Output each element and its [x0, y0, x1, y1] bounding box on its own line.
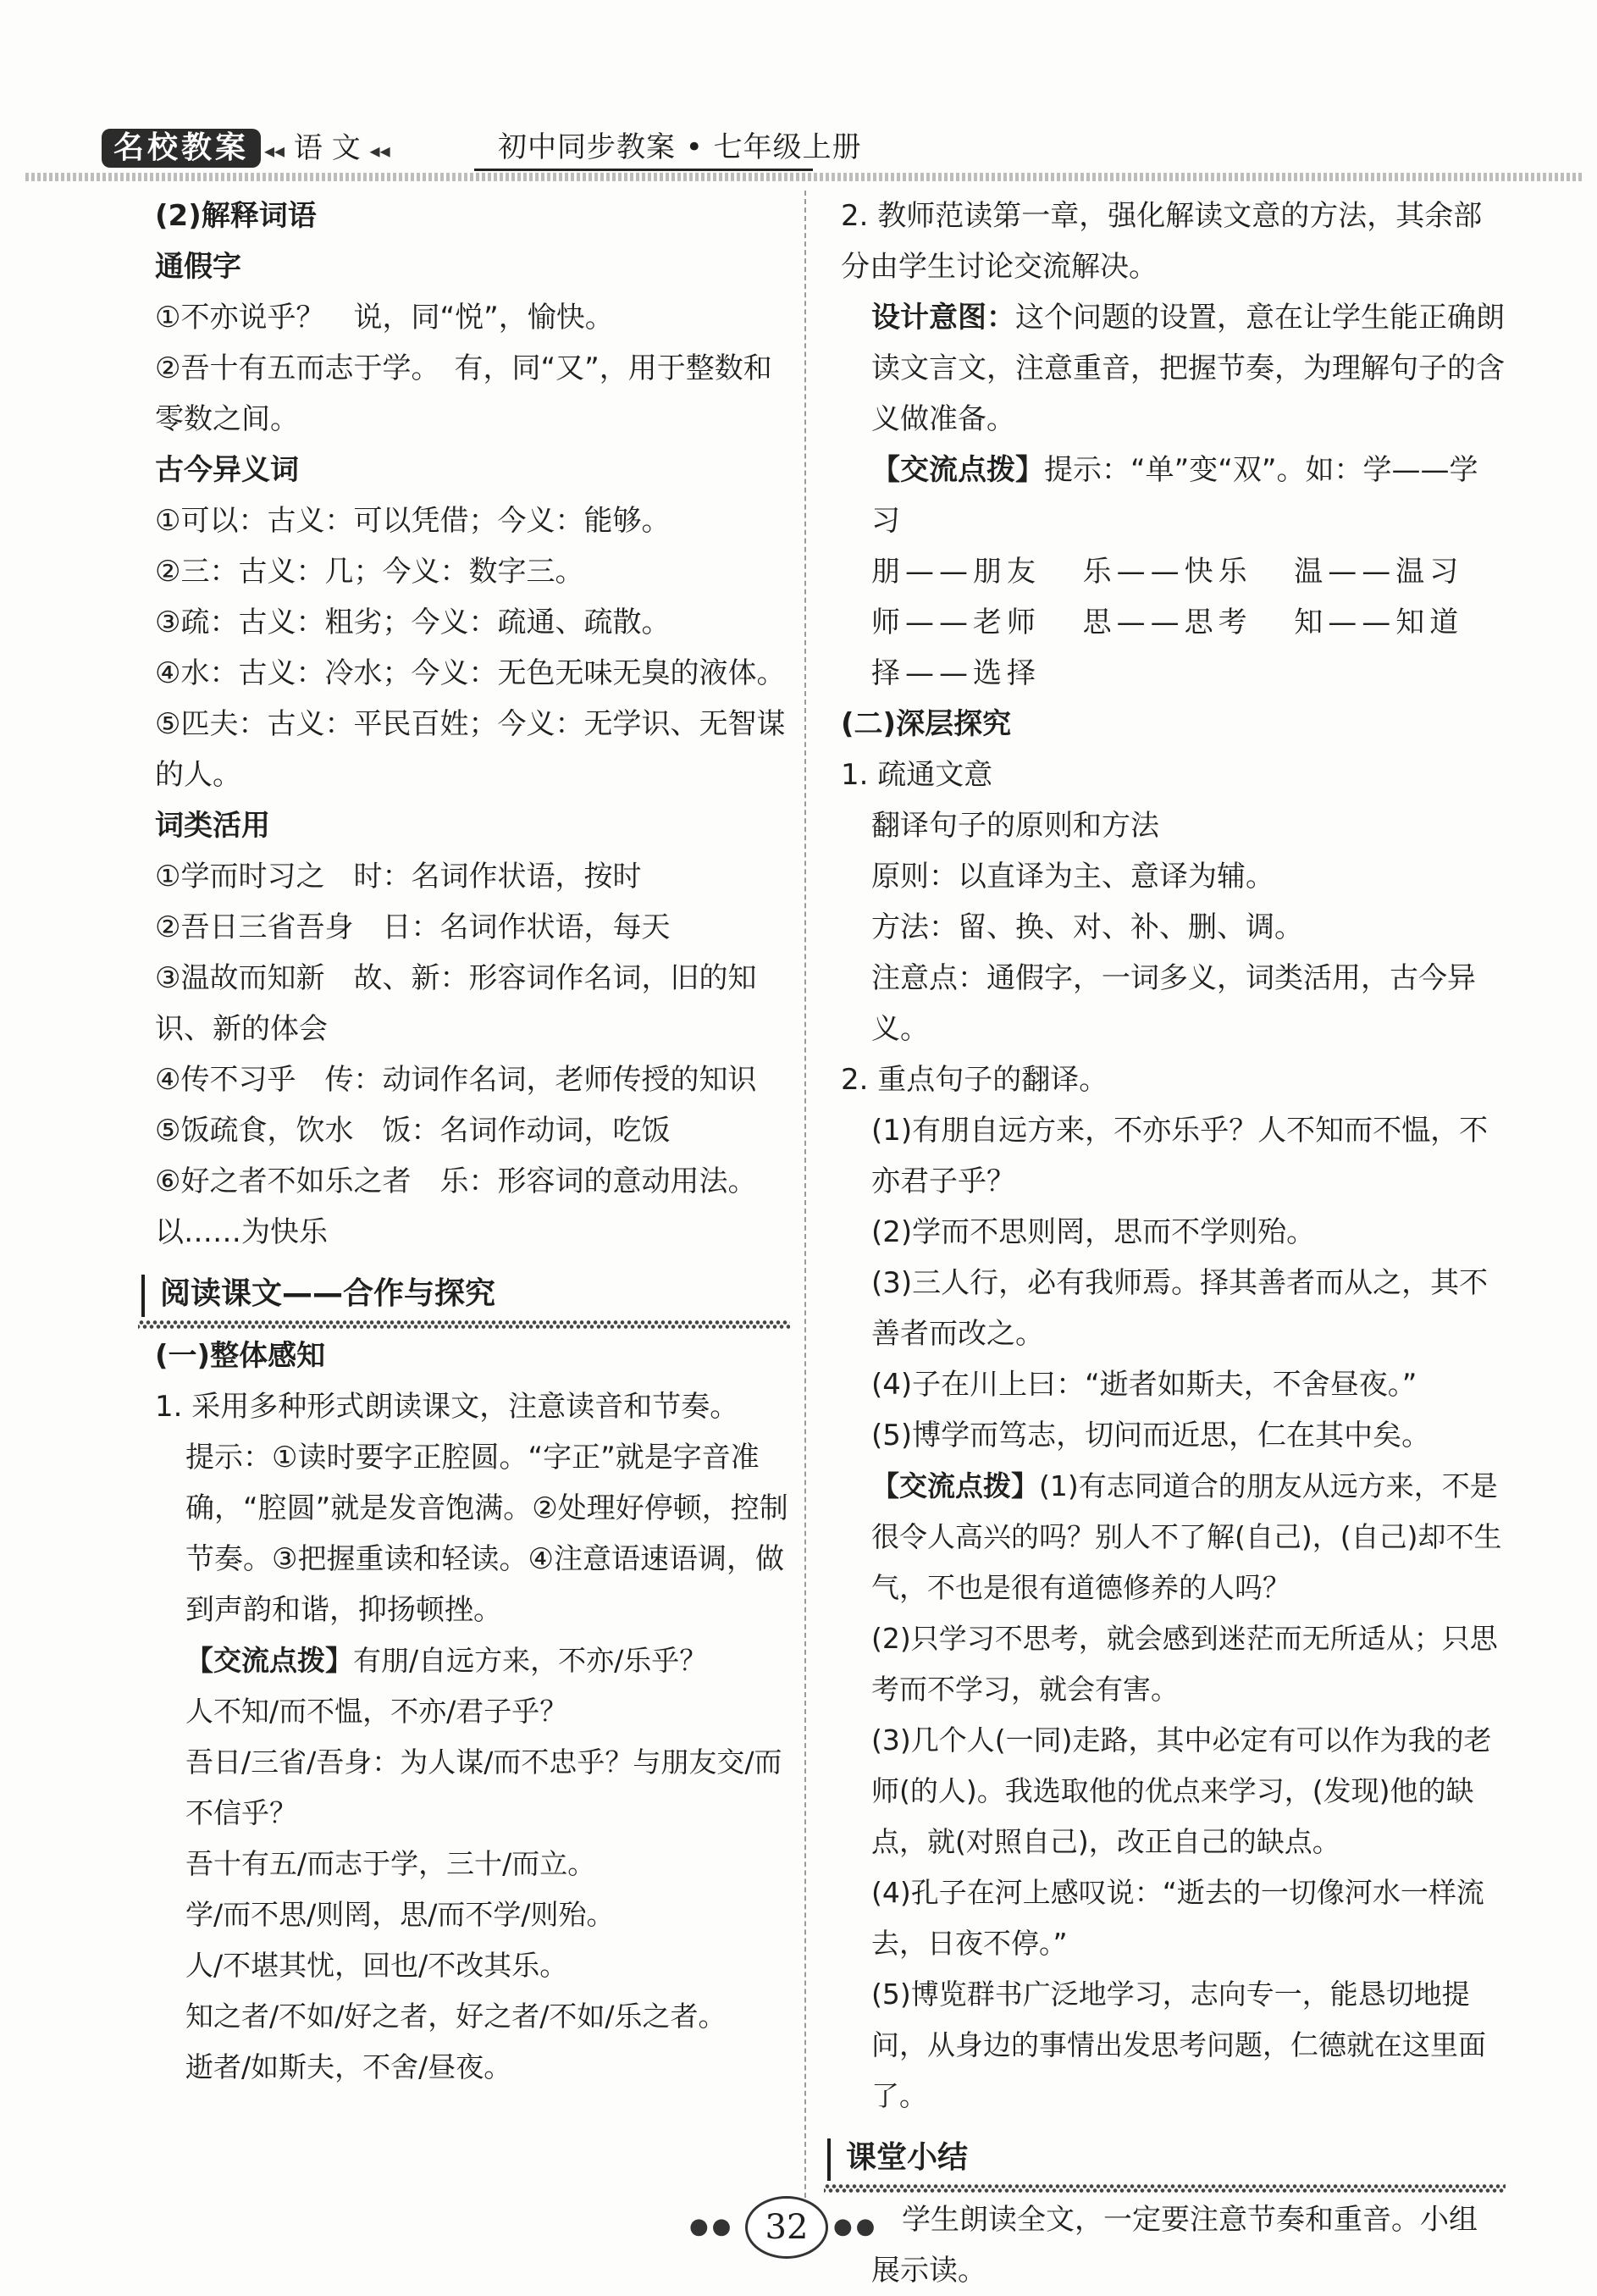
cilei-item: ③温故而知新 故、新：形容词作名词，旧的知识、新的体会 — [155, 961, 757, 1046]
subheading-guyi: 古今异义词 — [155, 453, 299, 487]
column-divider — [804, 191, 806, 2223]
design-label: 设计意图： — [871, 301, 1015, 335]
translation: (2)只学习不思考，就会感到迷茫而无所适从；只思考而不学习，就会有害。 — [871, 1622, 1498, 1706]
translation-text: (1)有志同道合的朋友从远方来，不是很令人高兴的吗？别人不了解(自己)，(自己)却不生气，不也是很有道德修养的人吗？ — [871, 1469, 1502, 1604]
decor-dots-icon: ●● — [689, 2214, 735, 2239]
word-pair: 师——老师 — [871, 606, 1041, 639]
tip-text: 提示：①读时要字正腔圆。“字正”就是字音准确，“腔圆”就是发音饱满。②处理好停顿，控制节奏。③把握重读和轻读。④注意语速语调，做到声韵和谐，抑扬顿挫。 — [185, 1441, 788, 1627]
subheading-whole: (一)整体感知 — [155, 1339, 326, 1373]
step-2: 2. 重点句子的翻译。 — [841, 1063, 1108, 1097]
step-1-line: 原则：以直译为主、意译为辅。 — [871, 860, 1274, 894]
section-heading-read — [138, 1270, 790, 1322]
translation: (3)几个人(一同)走路，其中必定有可以作为我的老师(的人)。我选取他的优点来学习，(发现)他的缺点，就(对照自己)，改正自己的缺点。 — [871, 1723, 1492, 1858]
pause-line: 学/而不思/则罔，思/而不学/则殆。 — [185, 1898, 615, 1931]
section-heading-text: 阅读课文——合作与探究 — [160, 1276, 496, 1311]
tongjia-item: ②吾十有五而志于学。 有，同“又”，用于整数和零数之间。 — [155, 351, 772, 436]
cilei-item: ⑥好之者不如乐之者 乐：形容词的意动用法。以……为快乐 — [155, 1165, 757, 1249]
summary-text: 学生朗读全文，一定要注意节奏和重音。小组展示读。 — [871, 2203, 1478, 2288]
guyi-item: ②三：古义：几；今义：数字三。 — [155, 555, 584, 589]
design-intent — [841, 292, 1506, 445]
question-1: 1. 采用多种形式朗读课文，注意读音和节奏。 — [155, 1390, 739, 1424]
word-pair: 朋——朋友 — [871, 555, 1041, 589]
page-number: 32 — [745, 2196, 828, 2259]
subheading-tongjia: 通假字 — [155, 250, 241, 284]
translation: (5)博览群书广泛地学习，志向专一，能恳切地提问，从身边的事情出发思考问题，仁德就在这里面了。 — [871, 1978, 1486, 2112]
guyi-item: ③疏：古义：粗劣；今义：疏通、疏散。 — [155, 606, 671, 639]
pause-text: 有朋/自远方来，不亦/乐乎？ — [353, 1644, 708, 1677]
cilei-item: ①学而时习之 时：名词作状语，按时 — [155, 860, 642, 894]
key-sentence: (1)有朋自远方来，不亦乐乎？人不知而不愠，不亦君子乎？ — [871, 1114, 1489, 1198]
subject-label — [264, 130, 390, 169]
key-sentence: (4)子在川上曰：“逝者如斯夫，不舍昼夜。” — [871, 1368, 1417, 1402]
header-band — [25, 173, 1583, 181]
key-sentence: (3)三人行，必有我师焉。择其善者而从之，其不善者而改之。 — [871, 1266, 1489, 1351]
cilei-item: ④传不习乎 传：动词作名词，老师传授的知识 — [155, 1063, 757, 1097]
pause-line: 知之者/不如/好之者，好之者/不如/乐之者。 — [185, 2000, 727, 2033]
subject-text: 语 文 — [293, 131, 361, 165]
word-grid — [841, 648, 1506, 699]
word-pair: 择——选择 — [871, 656, 1041, 690]
step-1-line: 注意点：通假字，一词多义，词类活用，古今异义。 — [871, 961, 1476, 1046]
tongjia-item: ①不亦说乎？ 说，同“悦”，愉快。 — [155, 301, 614, 335]
pause-line: 吾十有五/而志于学，三十/而立。 — [185, 1847, 596, 1880]
guyi-item: ①可以：古义：可以凭借；今义：能够。 — [155, 504, 671, 538]
key-sentence: (5)博学而笃志，切问而近思，仁在其中矣。 — [871, 1419, 1431, 1452]
section-heading-text: 课堂小结 — [846, 2140, 969, 2175]
step-1: 1. 疏通文意 — [841, 758, 993, 792]
step-1-line: 方法：留、换、对、补、删、调。 — [871, 910, 1303, 944]
step-1-line: 翻译句子的原则和方法 — [871, 809, 1159, 843]
arrow-icon: ◂◂ — [264, 139, 285, 163]
pause-line: 逝者/如斯夫，不舍/昼夜。 — [185, 2050, 512, 2083]
pause-line — [155, 1635, 790, 1686]
word-pair: 温——温习 — [1294, 555, 1464, 589]
dotted-rule — [138, 1320, 790, 1329]
left-column — [155, 191, 790, 2093]
jiaoliu-label: 【交流点拨】 — [871, 1469, 1039, 1502]
arrow-icon: ◂◂ — [369, 139, 390, 163]
jiaoliu-label: 【交流点拨】 — [871, 453, 1044, 487]
pause-line: 人不知/而不愠，不亦/君子乎？ — [185, 1695, 568, 1728]
translation: (4)孔子在河上感叹说：“逝去的一切像河水一样流去，日夜不停。” — [871, 1876, 1484, 1960]
cilei-item: ②吾日三省吾身 日：名词作状语，每天 — [155, 910, 671, 944]
tip-line — [841, 445, 1506, 546]
subheading-deep: (二)深层探究 — [841, 707, 1012, 741]
word-pair: 思——思考 — [1082, 606, 1252, 639]
book-title: 初中同步教案 • 七年级上册 — [498, 130, 862, 164]
right-column — [841, 191, 1506, 2296]
word-pair: 乐——快乐 — [1082, 555, 1252, 589]
series-logo: 名校教案 — [102, 129, 261, 168]
guyi-item: ⑤匹夫：古义：平民百姓；今义：无学识、无智谋的人。 — [155, 707, 786, 792]
subheading-explain: (2)解释词语 — [155, 199, 317, 233]
translation — [841, 1461, 1506, 1613]
section-heading-summary — [824, 2133, 1506, 2186]
jiaoliu-label: 【交流点拨】 — [185, 1644, 353, 1677]
guyi-item: ④水：古义：冷水；今义：无色无味无臭的液体。 — [155, 656, 786, 690]
design-text: 这个问题的设置，意在让学生能正确朗读文言文，注意重音，把握节奏，为理解句子的含义做准备。 — [871, 301, 1505, 436]
word-grid — [841, 597, 1506, 648]
key-sentence: (2)学而不思则罔，思而不学则殆。 — [871, 1215, 1316, 1249]
decor-dots-icon: ●● — [833, 2214, 879, 2239]
word-pair: 知——知道 — [1294, 606, 1464, 639]
subheading-cilei: 词类活用 — [155, 809, 270, 843]
question-2: 2. 教师范读第一章，强化解读文意的方法，其余部分由学生讨论交流解决。 — [841, 199, 1483, 284]
tip-prefix: 提示：“单”变“双”。如：学——学习 — [871, 453, 1478, 538]
pause-line: 吾日/三省/吾身：为人谋/而不忠乎？与朋友交/而不信乎？ — [185, 1746, 782, 1829]
title-underline — [474, 169, 813, 171]
word-grid — [841, 546, 1506, 597]
dotted-rule — [824, 2184, 1506, 2193]
cilei-item: ⑤饭疏食，饮水 饭：名词作动词，吃饭 — [155, 1114, 671, 1148]
page-header — [0, 0, 1597, 182]
pause-line: 人/不堪其忧，回也/不改其乐。 — [185, 1949, 568, 1982]
